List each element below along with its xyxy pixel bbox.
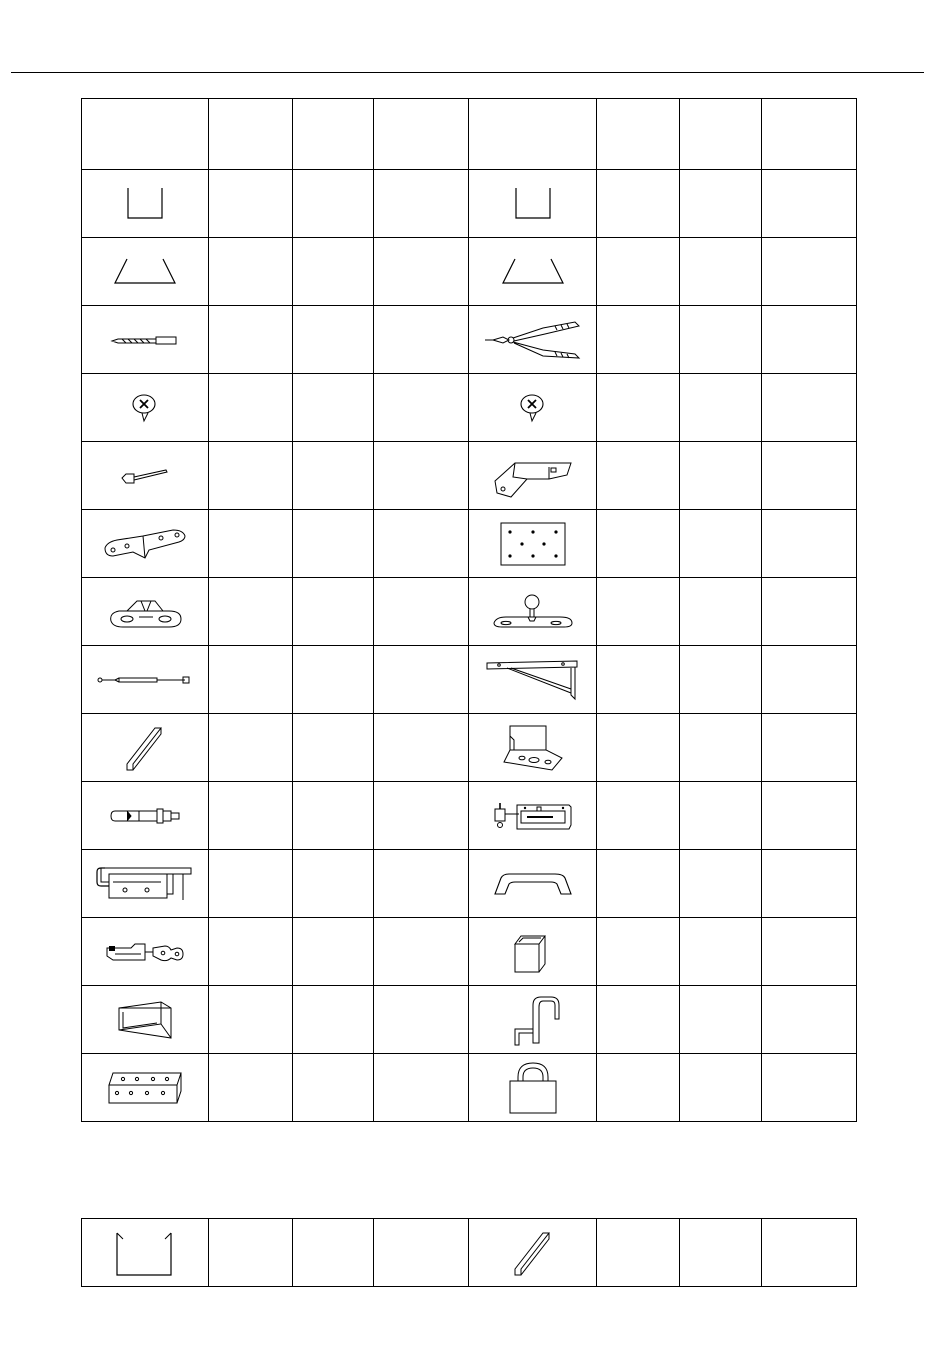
part-image-cell	[469, 850, 597, 918]
table-cell	[374, 918, 469, 986]
table-cell	[680, 238, 762, 306]
table-cell	[374, 374, 469, 442]
table-cell	[209, 306, 293, 374]
table-cell	[597, 850, 680, 918]
header-cell	[680, 99, 762, 170]
corner-bracket-icon	[103, 526, 187, 562]
table-cell	[597, 170, 680, 238]
table-cell	[209, 918, 293, 986]
table-row	[82, 1054, 857, 1122]
drill-bit-icon	[110, 332, 180, 348]
header-rule	[11, 72, 924, 73]
table-cell	[597, 510, 680, 578]
blind-rivet-icon	[120, 465, 170, 487]
table-cell	[762, 1054, 857, 1122]
table-row	[82, 510, 857, 578]
part-image-cell	[82, 170, 209, 238]
table-cell	[209, 170, 293, 238]
header-cell	[374, 99, 469, 170]
phillips-screw-icon	[130, 393, 160, 423]
table-cell	[680, 442, 762, 510]
table-cell	[209, 374, 293, 442]
header-cell	[209, 99, 293, 170]
table-cell	[293, 238, 374, 306]
anchor-bolt-icon	[109, 805, 181, 827]
part-image-cell	[469, 578, 597, 646]
part-image-cell	[82, 306, 209, 374]
square-tube-connector-icon	[513, 930, 553, 974]
table-cell	[293, 170, 374, 238]
table-cell	[762, 306, 857, 374]
ball-stud-bracket-icon	[492, 593, 574, 631]
table-cell	[293, 850, 374, 918]
table-row	[82, 782, 857, 850]
angled-profile-icon	[113, 257, 177, 287]
table-cell	[597, 238, 680, 306]
table-cell	[293, 782, 374, 850]
part-image-cell	[469, 306, 597, 374]
table-cell	[209, 646, 293, 714]
table-cell	[374, 850, 469, 918]
barrel-bolt-icon	[491, 799, 575, 833]
table-cell	[293, 918, 374, 986]
part-image-cell	[469, 1219, 597, 1287]
header-cell	[293, 99, 374, 170]
part-image-cell	[469, 782, 597, 850]
table-cell	[293, 510, 374, 578]
part-image-cell	[469, 918, 597, 986]
table-cell	[293, 578, 374, 646]
table-cell	[209, 782, 293, 850]
latch-plate-icon	[107, 595, 183, 629]
table-cell	[762, 714, 857, 782]
table-cell	[597, 918, 680, 986]
table-cell	[374, 646, 469, 714]
table-cell	[293, 306, 374, 374]
table-cell	[597, 782, 680, 850]
shelf-bracket-icon	[485, 659, 581, 701]
table-cell	[209, 714, 293, 782]
table-cell	[762, 578, 857, 646]
table-cell	[293, 986, 374, 1054]
table-cell	[597, 374, 680, 442]
table-cell	[680, 714, 762, 782]
table-cell	[762, 510, 857, 578]
table-cell	[762, 646, 857, 714]
table-cell	[597, 578, 680, 646]
table-cell	[374, 714, 469, 782]
table-cell	[209, 442, 293, 510]
table-cell	[374, 238, 469, 306]
table-cell	[209, 1054, 293, 1122]
table-cell	[680, 170, 762, 238]
table-row	[82, 850, 857, 918]
table-cell	[597, 714, 680, 782]
door-handle-icon	[493, 872, 573, 896]
part-image-cell	[82, 578, 209, 646]
table-cell	[762, 374, 857, 442]
table-cell	[680, 374, 762, 442]
table-row	[82, 374, 857, 442]
wedge-block-icon	[117, 1000, 173, 1040]
table-row	[82, 1219, 857, 1287]
angle-foot-bracket-icon	[502, 724, 564, 772]
table-cell	[374, 170, 469, 238]
table-cell	[597, 442, 680, 510]
table-cell	[374, 578, 469, 646]
table-cell	[597, 1219, 680, 1287]
header-cell	[469, 99, 597, 170]
table-row	[82, 578, 857, 646]
header-cell	[762, 99, 857, 170]
part-image-cell	[82, 986, 209, 1054]
table-cell	[374, 306, 469, 374]
table-cell	[293, 646, 374, 714]
table-cell	[680, 646, 762, 714]
header-cell	[597, 99, 680, 170]
gas-spring-icon	[97, 675, 193, 685]
table-row	[82, 238, 857, 306]
parts-list-table	[81, 98, 857, 1122]
part-image-cell	[82, 782, 209, 850]
table-cell	[680, 1054, 762, 1122]
table-cell	[680, 306, 762, 374]
header-cell	[82, 99, 209, 170]
s-hook-hanger-icon	[503, 993, 563, 1047]
part-image-cell	[469, 1054, 597, 1122]
table-cell	[209, 850, 293, 918]
table-cell	[293, 374, 374, 442]
table-cell	[597, 1054, 680, 1122]
table-cell	[762, 238, 857, 306]
part-image-cell	[469, 442, 597, 510]
table-cell	[680, 1219, 762, 1287]
c-channel-icon	[125, 724, 165, 772]
mounting-plate-icon	[500, 522, 566, 566]
table-cell	[293, 1054, 374, 1122]
table-cell	[209, 578, 293, 646]
wide-u-channel-icon	[115, 1229, 175, 1277]
hinged-bracket-icon	[493, 451, 573, 501]
toggle-latch-icon	[105, 940, 185, 964]
part-image-cell	[82, 850, 209, 918]
part-image-cell	[82, 1219, 209, 1287]
padlock-icon	[508, 1061, 558, 1115]
table-row	[82, 918, 857, 986]
table-cell	[680, 918, 762, 986]
table-cell	[597, 986, 680, 1054]
part-image-cell	[469, 170, 597, 238]
table-cell	[680, 782, 762, 850]
table-cell	[762, 442, 857, 510]
table-cell	[209, 510, 293, 578]
table-header-row	[82, 99, 857, 170]
part-image-cell	[82, 646, 209, 714]
phillips-screw-icon	[518, 393, 548, 423]
part-image-cell	[469, 238, 597, 306]
table-row	[82, 170, 857, 238]
part-image-cell	[82, 1054, 209, 1122]
table-row	[82, 306, 857, 374]
table-cell	[374, 1219, 469, 1287]
table-cell	[680, 510, 762, 578]
table-cell	[680, 986, 762, 1054]
table-cell	[597, 646, 680, 714]
additional-parts-table	[81, 1218, 857, 1287]
table-cell	[209, 1219, 293, 1287]
table-row	[82, 442, 857, 510]
table-cell	[680, 850, 762, 918]
c-channel-icon	[513, 1229, 553, 1277]
part-image-cell	[469, 714, 597, 782]
part-image-cell	[469, 986, 597, 1054]
part-image-cell	[469, 374, 597, 442]
table-cell	[209, 238, 293, 306]
table-cell	[374, 782, 469, 850]
table-cell	[374, 1054, 469, 1122]
table-cell	[209, 986, 293, 1054]
u-profile-icon	[125, 186, 165, 222]
table-cell	[374, 986, 469, 1054]
part-image-cell	[469, 510, 597, 578]
table-cell	[762, 1219, 857, 1287]
hinge-plate-icon	[107, 1071, 183, 1105]
part-image-cell	[82, 238, 209, 306]
slide-bolt-latch-icon	[95, 864, 195, 904]
table-cell	[374, 442, 469, 510]
part-image-cell	[469, 646, 597, 714]
table-row	[82, 986, 857, 1054]
table-cell	[374, 510, 469, 578]
table-cell	[762, 782, 857, 850]
part-image-cell	[82, 918, 209, 986]
table-cell	[293, 714, 374, 782]
table-row	[82, 714, 857, 782]
u-profile-icon	[513, 186, 553, 222]
table-cell	[293, 442, 374, 510]
rivet-gun-icon	[483, 318, 583, 362]
part-image-cell	[82, 374, 209, 442]
part-image-cell	[82, 510, 209, 578]
table-cell	[762, 918, 857, 986]
table-cell	[597, 306, 680, 374]
table-cell	[680, 578, 762, 646]
part-image-cell	[82, 714, 209, 782]
part-image-cell	[82, 442, 209, 510]
table-cell	[762, 170, 857, 238]
table-cell	[293, 1219, 374, 1287]
table-cell	[762, 986, 857, 1054]
table-cell	[762, 850, 857, 918]
table-row	[82, 646, 857, 714]
angled-profile-icon	[501, 257, 565, 287]
